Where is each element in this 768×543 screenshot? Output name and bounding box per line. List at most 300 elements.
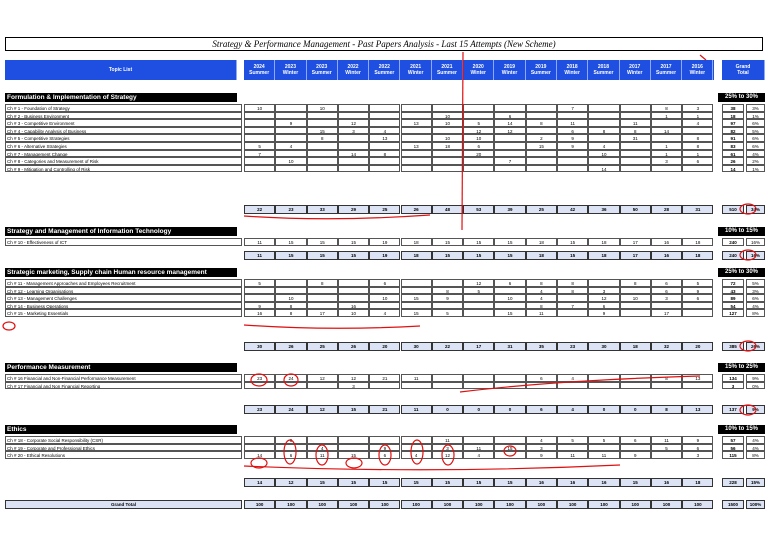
total-cell: 15 — [463, 251, 494, 260]
score-cell: 3 — [651, 157, 682, 165]
score-cell: 9 — [432, 294, 463, 302]
session-label: Winter — [345, 70, 361, 76]
score-cell: 17 — [307, 309, 338, 317]
row-percentage: 4% — [746, 444, 765, 452]
total-cell: 42 — [557, 205, 588, 214]
total-cell: 16 — [588, 478, 619, 487]
score-cell: 6 — [369, 451, 400, 459]
score-cell: 14 — [588, 165, 619, 173]
row-grand-total: 18 — [722, 112, 744, 120]
score-cell: 17 — [651, 309, 682, 317]
total-cell: 26 — [401, 205, 432, 214]
section-title: Formulation & Implementation of Strategy — [5, 93, 237, 102]
score-cell: 8 — [557, 287, 588, 295]
row-percentage: 6% — [746, 119, 765, 127]
session-label: Summer — [374, 70, 395, 76]
total-cell: 19 — [369, 251, 400, 260]
score-cell: 10 — [620, 294, 651, 302]
total-cell: 15 — [620, 478, 651, 487]
year-label: 2022 — [378, 64, 390, 70]
total-cell: 23 — [244, 405, 275, 414]
annotation-line — [462, 52, 463, 230]
score-cell: 6 — [651, 279, 682, 287]
session-label: Summer — [249, 70, 270, 76]
total-cell: 15 — [307, 478, 338, 487]
total-cell: 17 — [620, 251, 651, 260]
total-cell: 17 — [463, 342, 494, 351]
chapter-label: Ch # 13 - Management Challenges — [5, 294, 242, 302]
score-cell: 21 — [369, 374, 400, 382]
score-cell: 15 — [275, 238, 306, 246]
session-label: Winter — [689, 70, 706, 76]
score-cell: 6 — [494, 112, 525, 120]
year-label: 2023 — [284, 64, 296, 70]
row-percentage: 4% — [746, 302, 765, 310]
total-cell: 26 — [338, 342, 369, 351]
grand-cell: 100 — [651, 500, 682, 509]
score-cell: 12 — [307, 374, 338, 382]
total-cell: 15 — [494, 478, 525, 487]
year-label: 2023 — [316, 64, 328, 70]
score-cell: 8 — [526, 302, 557, 310]
score-cell: 6 — [651, 287, 682, 295]
score-cell: 10 — [432, 119, 463, 127]
score-cell: 1 — [651, 112, 682, 120]
year-label: 2019 — [503, 64, 516, 70]
overall-percentage: 100% — [746, 500, 765, 509]
grand-cell: 100 — [244, 500, 275, 509]
section-percentage: 15% — [746, 478, 765, 487]
section-title: Performance Measurement — [5, 363, 237, 372]
score-cell: 10 — [244, 104, 275, 112]
session-label: Summer — [436, 70, 457, 76]
score-cell: 31 — [620, 134, 651, 142]
total-cell: 18 — [682, 251, 713, 260]
row-grand-total: 91 — [722, 134, 744, 142]
year-label: 2021 — [410, 64, 422, 70]
score-cell: 4 — [369, 309, 400, 317]
total-cell: 39 — [494, 205, 525, 214]
year-label: 2018 — [597, 64, 609, 70]
score-cell: 11 — [588, 451, 619, 459]
session-label: Winter — [501, 70, 518, 76]
grand-cell: 100 — [682, 500, 713, 509]
score-cell: 1 — [651, 142, 682, 150]
score-cell: 8 — [620, 279, 651, 287]
score-cell: 23 — [244, 374, 275, 382]
annotation-circle — [379, 445, 391, 465]
score-cell: 7 — [494, 157, 525, 165]
score-cell: 6 — [369, 279, 400, 287]
grand-cell: 100 — [526, 500, 557, 509]
total-cell: 33 — [307, 205, 338, 214]
score-cell: 18 — [588, 238, 619, 246]
chapter-label: Ch # 9 - Mitigation and Controlling of Risk — [5, 165, 242, 173]
score-cell: 16 — [338, 302, 369, 310]
score-cell: 4 — [526, 294, 557, 302]
annotation-underline — [460, 376, 700, 392]
total-cell: 26 — [275, 342, 306, 351]
row-percentage: 0% — [746, 382, 765, 390]
chapter-label: Ch # 17 Financial and Non Financial Reporting — [5, 382, 242, 390]
score-cell: 4 — [588, 142, 619, 150]
chapter-label: Ch # 11 - Management Approaches and Employees Recruitment — [5, 279, 242, 287]
score-cell: 9 — [588, 309, 619, 317]
score-cell: 3 — [651, 294, 682, 302]
score-cell: 6 — [275, 436, 306, 444]
row-grand-total: 38 — [722, 104, 744, 112]
year-label: 2017 — [629, 64, 641, 70]
score-cell: 3 — [526, 444, 557, 452]
total-cell: 31 — [494, 342, 525, 351]
score-cell: 5 — [432, 309, 463, 317]
total-cell: 31 — [682, 205, 713, 214]
session-label: Winter — [564, 70, 580, 76]
score-cell: 8 — [369, 150, 400, 158]
grand-cell: 100 — [463, 500, 494, 509]
score-cell: 6 — [557, 127, 588, 135]
section-grand-total: 240 — [722, 251, 744, 260]
total-cell: 18 — [588, 251, 619, 260]
score-cell: 11 — [401, 374, 432, 382]
score-cell: 9 — [682, 287, 713, 295]
chapter-label: Ch # 19 - Corporate and Professional Ethics — [5, 444, 242, 452]
score-cell: 11 — [526, 309, 557, 317]
score-cell: 6 — [682, 444, 713, 452]
grand-cell: 100 — [620, 500, 651, 509]
row-percentage: 9% — [746, 374, 765, 382]
score-cell: 2 — [526, 134, 557, 142]
annotation-circle — [740, 405, 756, 415]
row-grand-total: 57 — [722, 436, 744, 444]
annotation-underline — [244, 325, 420, 328]
total-cell: 15 — [275, 251, 306, 260]
row-grand-total: 61 — [722, 150, 744, 158]
annotation-circle — [316, 445, 328, 465]
score-cell: 13 — [401, 119, 432, 127]
row-percentage: 8% — [746, 309, 765, 317]
score-cell: 11 — [463, 444, 494, 452]
total-cell: 15 — [401, 478, 432, 487]
grand-cell: 100 — [588, 500, 619, 509]
annotation-circle — [504, 446, 516, 456]
score-cell: 15 — [494, 309, 525, 317]
score-cell: 12 — [432, 451, 463, 459]
score-cell: 6 — [682, 294, 713, 302]
score-cell: 8 — [307, 134, 338, 142]
score-cell: 9 — [526, 451, 557, 459]
row-grand-total: 134 — [722, 374, 744, 382]
year-label: 2017 — [660, 64, 672, 70]
score-cell: 8 — [651, 374, 682, 382]
score-cell: 8 — [557, 279, 588, 287]
year-label: 2021 — [441, 64, 453, 70]
total-cell: 11 — [244, 251, 275, 260]
section-range: 25% to 30% — [718, 268, 765, 277]
score-cell: 11 — [244, 238, 275, 246]
grand-cell: 100 — [494, 500, 525, 509]
session-label: Summer — [530, 70, 551, 76]
total-cell: 18 — [682, 478, 713, 487]
score-cell: 11 — [557, 451, 588, 459]
score-cell: 10 — [588, 150, 619, 158]
total-cell: 50 — [620, 205, 651, 214]
grand-cell: 100 — [401, 500, 432, 509]
total-cell: 29 — [338, 205, 369, 214]
chapter-label: Ch # 1 - Foundation of Strategy — [5, 104, 242, 112]
score-cell: 5 — [557, 436, 588, 444]
total-cell: 48 — [432, 205, 463, 214]
total-cell: 0 — [463, 405, 494, 414]
total-cell: 16 — [651, 478, 682, 487]
row-percentage: 3% — [746, 104, 765, 112]
grand-cell: 100 — [275, 500, 306, 509]
chapter-label: Ch # 10 - Effectiveness of ICT — [5, 238, 242, 246]
page-title: Strategy & Performance Management - Past Papers Analysis - Last 15 Attempts (New Scheme) — [5, 37, 763, 51]
section-grand-total: 385 — [722, 342, 744, 351]
row-grand-total: 26 — [722, 157, 744, 165]
total-cell: 30 — [401, 342, 432, 351]
total-cell: 0 — [494, 405, 525, 414]
total-cell: 35 — [526, 342, 557, 351]
section-grand-total: 510 — [722, 205, 744, 214]
score-cell: 18 — [682, 238, 713, 246]
chapter-label: Ch # 8 - Categories and Measurement of Risk — [5, 157, 242, 165]
chapter-label: Ch # 18 - Corporate Social Responsibility (CSR) — [5, 436, 242, 444]
row-grand-total: 72 — [722, 279, 744, 287]
section-range: 10% to 15% — [718, 227, 765, 236]
score-cell: 15 — [494, 444, 525, 452]
score-cell: 9 — [369, 444, 400, 452]
section-grand-total: 137 — [722, 405, 744, 414]
score-cell: 8 — [526, 119, 557, 127]
total-cell: 18 — [526, 251, 557, 260]
section-percentage: 16% — [746, 251, 765, 260]
score-cell: 9 — [557, 134, 588, 142]
score-cell: 4 — [557, 374, 588, 382]
section-range: 10% to 15% — [718, 425, 765, 434]
score-cell: 15 — [307, 238, 338, 246]
score-cell: 15 — [401, 309, 432, 317]
score-cell: 8 — [588, 127, 619, 135]
score-cell: 12 — [463, 127, 494, 135]
total-cell: 14 — [244, 478, 275, 487]
total-cell: 16 — [526, 478, 557, 487]
score-cell: 4 — [401, 451, 432, 459]
annotation-circle — [284, 374, 298, 386]
score-cell: 6 — [463, 142, 494, 150]
chapter-label: Ch # 14 - Business Operations — [5, 302, 242, 310]
score-cell: 9 — [557, 142, 588, 150]
score-cell: 5 — [463, 287, 494, 295]
score-cell: 4 — [526, 287, 557, 295]
annotation-circle — [442, 445, 454, 465]
row-grand-total: 127 — [722, 309, 744, 317]
annotation-circle — [740, 204, 756, 214]
section-percentage: 26% — [746, 342, 765, 351]
score-cell: 6 — [275, 451, 306, 459]
row-percentage: 2% — [746, 157, 765, 165]
row-percentage: 6% — [746, 134, 765, 142]
total-cell: 13 — [682, 405, 713, 414]
session-label: Winter — [407, 70, 424, 76]
score-cell: 18 — [526, 238, 557, 246]
score-cell: 15 — [526, 142, 557, 150]
score-cell: 15 — [401, 294, 432, 302]
score-cell: 5 — [588, 436, 619, 444]
score-cell: 6 — [620, 436, 651, 444]
score-cell: 15 — [338, 238, 369, 246]
grand-cell: 100 — [432, 500, 463, 509]
row-grand-total: 89 — [722, 294, 744, 302]
grand-cell: 100 — [369, 500, 400, 509]
score-cell: 9 — [682, 436, 713, 444]
section-percentage: 9% — [746, 405, 765, 414]
score-cell: 3 — [432, 444, 463, 452]
total-cell: 8 — [651, 405, 682, 414]
row-grand-total: 54 — [722, 302, 744, 310]
total-cell: 15 — [307, 251, 338, 260]
score-cell: 15 — [307, 127, 338, 135]
grand-cell: 100 — [338, 500, 369, 509]
total-cell: 30 — [244, 342, 275, 351]
score-cell: 17 — [620, 238, 651, 246]
score-cell: 9 — [244, 302, 275, 310]
chapter-label: Ch # 2 - Business Environment — [5, 112, 242, 120]
total-cell: 16 — [651, 251, 682, 260]
chapter-label: Ch # 5 - Competitive Strategies — [5, 134, 242, 142]
session-label: Winter — [470, 70, 486, 76]
score-cell: 5 — [682, 279, 713, 287]
total-cell: 15 — [338, 251, 369, 260]
session-label: Winter — [282, 70, 299, 76]
total-cell: 0 — [588, 405, 619, 414]
score-cell: 15 — [463, 238, 494, 246]
row-percentage: 1% — [746, 112, 765, 120]
score-cell: 15 — [338, 451, 369, 459]
score-cell: 14 — [651, 127, 682, 135]
score-cell: 4 — [369, 127, 400, 135]
chapter-label: Ch # 6 - Alternative Strategies — [5, 142, 242, 150]
score-cell: 24 — [275, 374, 306, 382]
row-percentage: 5% — [746, 127, 765, 135]
score-cell: 7 — [557, 104, 588, 112]
score-cell: 13 — [401, 142, 432, 150]
row-grand-total: 115 — [722, 451, 744, 459]
score-cell: 10 — [494, 294, 525, 302]
total-cell: 32 — [651, 342, 682, 351]
total-cell: 23 — [557, 342, 588, 351]
row-percentage: 8% — [746, 451, 765, 459]
score-cell: 12 — [494, 127, 525, 135]
score-cell: 11 — [432, 436, 463, 444]
session-label: Summer — [593, 70, 614, 76]
total-cell: 25 — [369, 205, 400, 214]
score-cell: 8 — [526, 279, 557, 287]
total-cell: 15 — [557, 251, 588, 260]
score-cell: 3 — [338, 127, 369, 135]
score-cell: 4 — [682, 119, 713, 127]
score-cell: 5 — [651, 444, 682, 452]
total-cell: 6 — [526, 405, 557, 414]
chapter-label: Ch # 7 - Management Change — [5, 150, 242, 158]
score-cell: 18 — [432, 142, 463, 150]
row-grand-total: 83 — [722, 142, 744, 150]
score-cell: 6 — [494, 279, 525, 287]
grand-cell: 100 — [307, 500, 338, 509]
chapter-label: Ch # 12 - Learning Organisations — [5, 287, 242, 295]
score-cell: 12 — [463, 279, 494, 287]
session-label: Winter — [626, 70, 643, 76]
annotation-circle — [740, 250, 756, 260]
total-cell: 15 — [432, 478, 463, 487]
year-label: 2016 — [691, 64, 703, 70]
score-cell: 3 — [338, 382, 369, 390]
total-cell: 15 — [463, 478, 494, 487]
score-cell: 8 — [275, 302, 306, 310]
score-cell: 11 — [651, 436, 682, 444]
score-cell: 4 — [275, 142, 306, 150]
score-cell: 10 — [369, 294, 400, 302]
total-cell: 15 — [338, 405, 369, 414]
total-cell: 22 — [432, 342, 463, 351]
score-cell: 5 — [463, 119, 494, 127]
row-percentage: 6% — [746, 294, 765, 302]
year-label: 2024 — [253, 64, 265, 70]
total-cell: 15 — [432, 251, 463, 260]
score-cell: 10 — [307, 104, 338, 112]
annotation-underline — [244, 215, 430, 219]
row-percentage: 6% — [746, 142, 765, 150]
year-label: 2020 — [472, 64, 484, 70]
total-cell: 53 — [463, 205, 494, 214]
annotation-circle — [740, 341, 756, 351]
section-grand-total: 228 — [722, 478, 744, 487]
score-cell: 1 — [682, 150, 713, 158]
total-cell: 4 — [557, 405, 588, 414]
section-title: Strategy and Management of Information Technology — [5, 227, 237, 236]
score-cell: 5 — [244, 142, 275, 150]
section-title: Ethics — [5, 425, 237, 434]
score-cell: 8 — [620, 127, 651, 135]
annotation-circle — [346, 458, 362, 468]
row-percentage: 4% — [746, 436, 765, 444]
chapter-label: Ch # 4 - Capability Analysis of Business — [5, 127, 242, 135]
score-cell: 5 — [244, 279, 275, 287]
score-cell: 4 — [463, 451, 494, 459]
score-cell: 16 — [244, 309, 275, 317]
total-cell: 23 — [275, 205, 306, 214]
total-cell: 15 — [494, 251, 525, 260]
total-cell: 11 — [401, 405, 432, 414]
score-cell: 10 — [463, 134, 494, 142]
score-cell: 10 — [432, 134, 463, 142]
row-grand-total: 240 — [722, 238, 744, 246]
chapter-label: Ch # 20 - Ethical Resolutions — [5, 451, 242, 459]
grand-total-row-label: Grand Total — [5, 500, 242, 509]
score-cell: 10 — [275, 294, 306, 302]
score-cell: 14 — [494, 119, 525, 127]
year-label: 2019 — [535, 64, 547, 70]
score-cell: 14 — [244, 451, 275, 459]
score-cell: 8 — [432, 287, 463, 295]
score-cell: 11 — [557, 119, 588, 127]
total-cell: 15 — [369, 478, 400, 487]
overall-grand-total: 1500 — [722, 500, 744, 509]
annotation-circle — [251, 374, 267, 386]
score-cell: 6 — [588, 302, 619, 310]
section-range: 15% to 25% — [718, 363, 765, 372]
